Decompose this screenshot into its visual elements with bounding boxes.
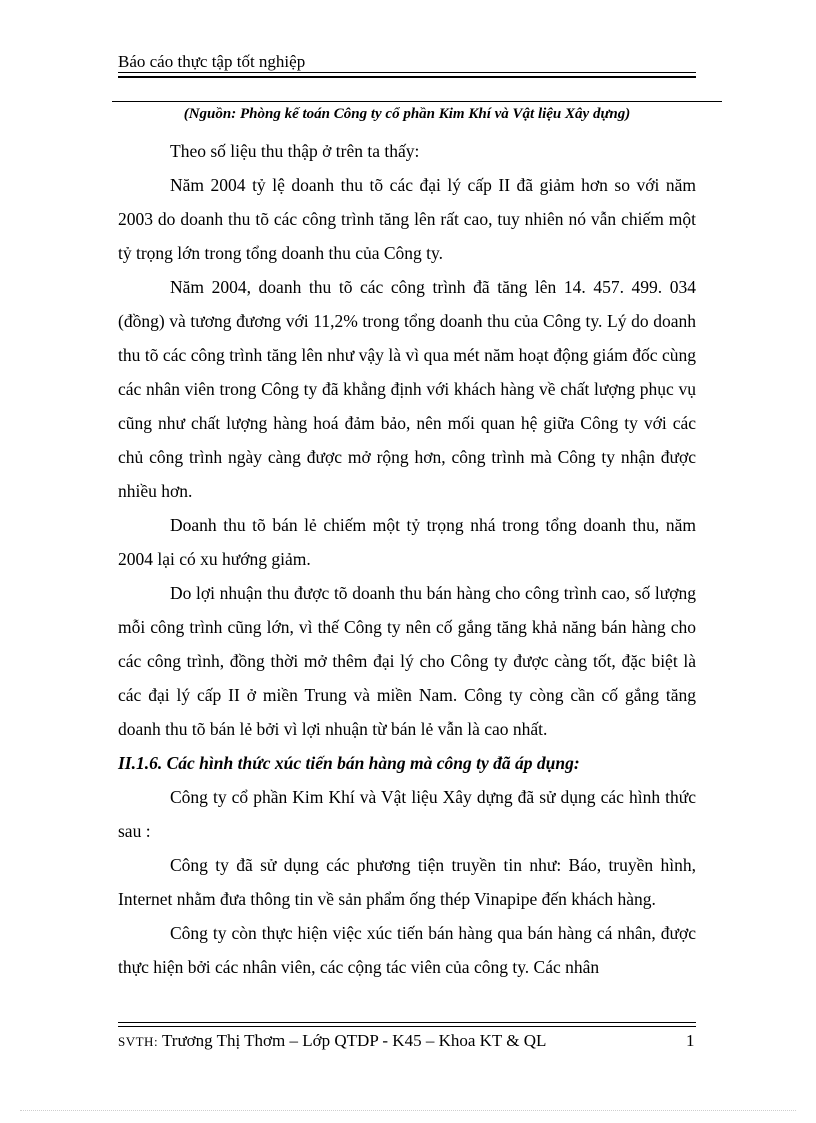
footer-author-text: Trương Thị Thơm – Lớp QTDP - K45 – Khoa KT & QL <box>162 1031 547 1050</box>
header-rule-top <box>118 72 696 73</box>
running-header-title: Báo cáo thực tập tốt nghiệp <box>118 52 306 71</box>
footer-rule-bottom <box>118 1026 696 1027</box>
paragraph-3: Năm 2004, doanh thu tõ các công trình đã tăng lên 14. 457. 499. 034 (đồng) và tương đương với 11,2% trong tổng doanh thu của Công ty. Lý do doanh thu tõ các công trình tăng lên như vậy là vì qua mét năm hoạt động giám đốc cùng các nhân viên trong Công ty đã khẳng định với khách hàng về chất lượng phục vụ cũng như chất lượng hàng hoá đảm bảo, nên mối quan hệ giữa Công ty với các chủ công trình ngày càng được mở rộng hơn, công trình mà Công ty nhận được nhiều hơn. <box>118 277 696 501</box>
paragraph-2: Năm 2004 tỷ lệ doanh thu tõ các đại lý cấp II đã giảm hơn so với năm 2003 do doanh thu tõ các công trình tăng lên rất cao, tuy nhiên nó vẫn chiếm một tỷ trọng lớn trong tổng doanh thu của Công ty. <box>118 175 696 263</box>
page-edge-dots <box>20 1110 796 1111</box>
page-number: 1 <box>686 1031 695 1050</box>
body-text <box>118 134 696 984</box>
source-divider <box>112 101 722 102</box>
paragraph-4: Doanh thu tõ bán lẻ chiếm một tỷ trọng nhá trong tổng doanh thu, năm 2004 lại có xu hướng giảm. <box>118 515 696 569</box>
paragraph-7: Công ty đã sử dụng các phương tiện truyền tin như: Báo, truyền hình, Internet nhằm đưa thông tin về sản phẩm ống thép Vinapipe đến khách hàng. <box>118 855 696 909</box>
paragraph-5: Do lợi nhuận thu được tõ doanh thu bán hàng cho công trình cao, số lượng mỗi công trình cũng lớn, vì thế Công ty nên cố gắng tăng khả năng bán hàng cho các công trình, đồng thời mở thêm đại lý cho Công ty được càng tốt, đặc biệt là các đại lý cấp II ở miền Trung và miền Nam. Công ty còng cần cố gắng tăng doanh thu tõ bán lẻ bởi vì lợi nhuận từ bán lẻ vẫn là cao nhất. <box>118 583 696 739</box>
section-heading: II.1.6. Các hình thức xúc tiến bán hàng mà công ty đã áp dụng: <box>118 753 580 773</box>
footer-author <box>118 1031 546 1051</box>
footer-svth-label: SVTH: <box>118 1034 159 1049</box>
paragraph-8: Công ty còn thực hiện việc xúc tiến bán hàng qua bán hàng cá nhân, được thực hiện bởi các nhân viên, các cộng tác viên của công ty. Các nhân <box>118 923 696 977</box>
table-source-note: (Nguồn: Phòng kế toán Công ty cổ phần Kim Khí và Vật liệu Xây dựng) <box>183 106 631 122</box>
footer-rule-top <box>118 1022 696 1023</box>
header-rule-bottom <box>118 76 696 78</box>
paragraph-6: Công ty cổ phần Kim Khí và Vật liệu Xây dựng đã sử dụng các hình thức sau : <box>118 787 696 841</box>
paragraph-1: Theo số liệu thu thập ở trên ta thấy: <box>170 141 420 161</box>
